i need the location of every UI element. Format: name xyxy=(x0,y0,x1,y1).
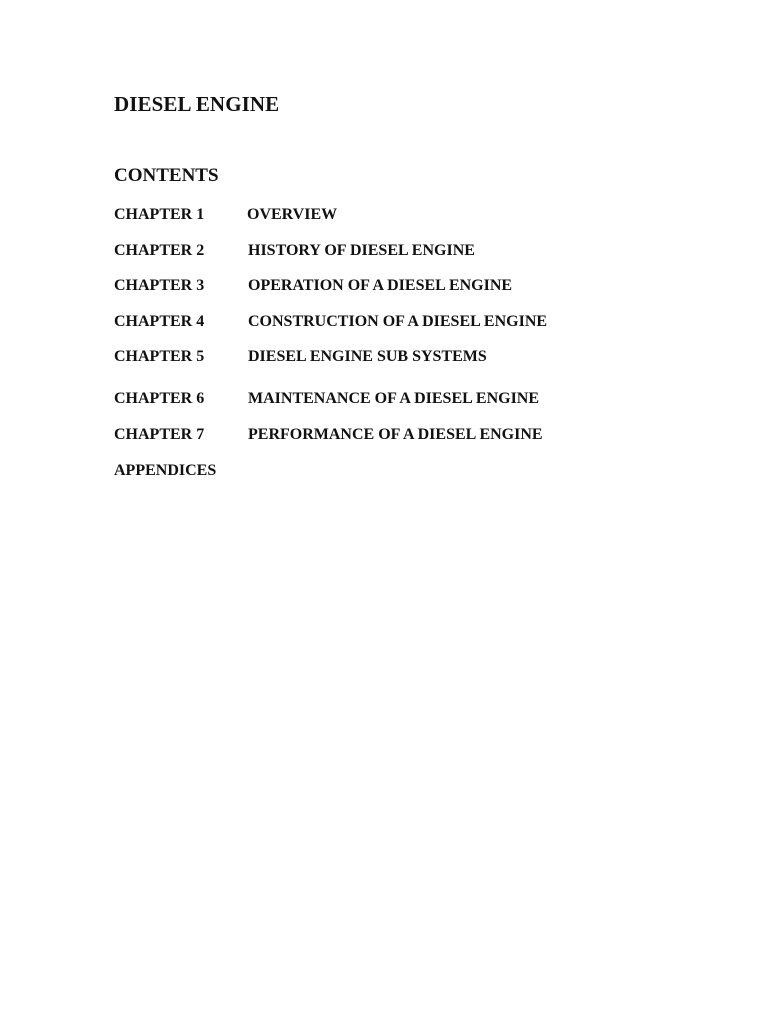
toc-chapter-label: CHAPTER 1 xyxy=(114,206,205,223)
toc-chapter-title: HISTORY OF DIESEL ENGINE xyxy=(248,242,475,259)
contents-heading: CONTENTS xyxy=(114,165,219,186)
toc-chapter-title: MAINTENANCE OF A DIESEL ENGINE xyxy=(248,390,540,407)
appendices-label: APPENDICES xyxy=(114,462,217,479)
toc-chapter-title: OVERVIEW xyxy=(247,206,338,223)
document-title: DIESEL ENGINE xyxy=(114,92,280,116)
toc-chapter-title: PERFORMANCE OF A DIESEL ENGINE xyxy=(248,426,543,443)
toc-chapter-title: CONSTRUCTION OF A DIESEL ENGINE xyxy=(248,313,548,330)
toc-chapter-title: OPERATION OF A DIESEL ENGINE xyxy=(248,277,513,294)
toc-chapter-title: DIESEL ENGINE SUB SYSTEMS xyxy=(248,348,487,365)
toc-chapter-label: CHAPTER 6 xyxy=(114,390,205,407)
toc-chapter-label: CHAPTER 5 xyxy=(114,348,205,365)
toc-chapter-label: CHAPTER 4 xyxy=(114,313,205,330)
toc-chapter-label: CHAPTER 7 xyxy=(114,426,205,443)
toc-chapter-label: CHAPTER 2 xyxy=(114,242,205,259)
toc-chapter-label: CHAPTER 3 xyxy=(114,277,205,294)
